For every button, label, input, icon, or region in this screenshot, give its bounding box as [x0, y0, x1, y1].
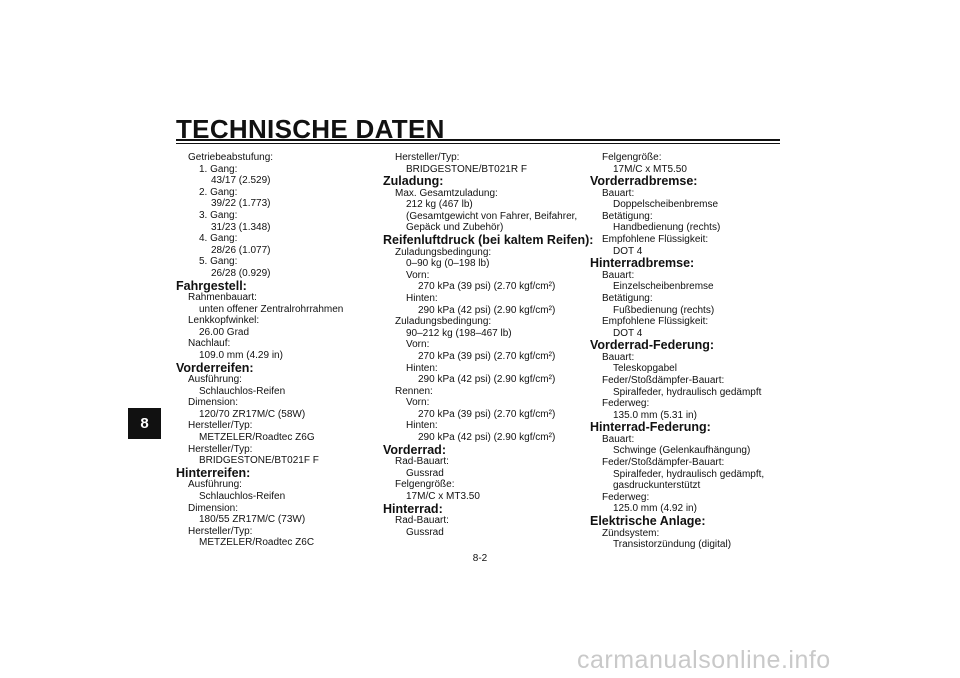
spec-value: Einzelscheibenbremse: [613, 281, 714, 293]
spec-label: Betätigung:: [602, 210, 653, 222]
spec-label: Max. Gesamtzuladung:: [395, 187, 498, 199]
spec-value: 2. Gang:: [199, 186, 238, 198]
spec-value: Gussrad: [406, 526, 444, 538]
spec-value: 17M/C x MT5.50: [613, 163, 687, 175]
spec-value: Hinten:: [406, 362, 438, 374]
spec-label: Rahmenbauart:: [188, 292, 257, 304]
section-heading: Vorderradbremse:: [590, 174, 698, 189]
spec-value: 4. Gang:: [199, 233, 238, 245]
spec-value: Schlauchlos-Reifen: [199, 385, 286, 397]
chapter-number: 8: [140, 415, 149, 432]
section-heading: Hinterreifen:: [176, 465, 251, 480]
spec-column-1: [176, 152, 376, 549]
spec-value: BRIDGESTONE/BT021R F: [406, 163, 527, 175]
spec-value: (Gesamtgewicht von Fahrer, Beifahrer,: [406, 210, 578, 222]
spec-value: 270 kPa (39 psi) (2.70 kgf/cm²): [418, 350, 556, 362]
spec-value: DOT 4: [613, 245, 643, 257]
section-heading: Hinterradbremse:: [590, 256, 695, 271]
spec-value: 109.0 mm (4.29 in): [199, 350, 283, 361]
page-number: 8-2: [472, 553, 488, 564]
spec-label: Feder/Stoßdämpfer-Bauart:: [602, 457, 725, 469]
spec-label: Federweg:: [602, 491, 650, 503]
spec-value: Hinten:: [406, 420, 438, 432]
spec-label: Rad-Bauart:: [395, 456, 449, 468]
spec-value: Vorn:: [406, 397, 430, 409]
spec-value: Vorn:: [406, 269, 430, 281]
spec-value: 180/55 ZR17M/C (73W): [199, 514, 306, 526]
spec-value: 17M/C x MT3.50: [406, 490, 480, 502]
spec-column-3: [590, 152, 790, 551]
section-heading: Elektrische Anlage:: [590, 514, 706, 529]
section-heading: Vorderrad:: [383, 442, 446, 457]
spec-value: 28/26 (1.077): [211, 244, 271, 256]
spec-label: Hersteller/Typ:: [188, 443, 253, 455]
spec-value: Vorn:: [406, 339, 430, 351]
spec-value: 90–212 kg (198–467 lb): [406, 327, 512, 339]
section-heading: Hinterrad:: [383, 501, 443, 516]
spec-value: BRIDGESTONE/BT021F F: [199, 455, 319, 467]
spec-value: 1. Gang:: [199, 163, 238, 175]
spec-value: Doppelscheibenbremse: [613, 199, 719, 211]
spec-value: Schwinge (Gelenkaufhängung): [613, 445, 751, 457]
spec-label: Bauart:: [602, 433, 635, 445]
spec-label: Rennen:: [395, 385, 433, 397]
spec-label: Empfohlene Flüssigkeit:: [602, 316, 709, 328]
spec-label: Feder/Stoßdämpfer-Bauart:: [602, 375, 725, 386]
spec-value: 43/17 (2.529): [211, 175, 271, 187]
spec-value: 26/28 (0.929): [211, 267, 271, 279]
spec-label: Hersteller/Typ:: [188, 525, 253, 537]
spec-value: Transistorzündung (digital): [613, 539, 732, 551]
spec-label: Bauart:: [602, 269, 635, 281]
spec-value: 270 kPa (39 psi) (2.70 kgf/cm²): [418, 281, 556, 293]
spec-value: 120/70 ZR17M/C (58W): [199, 408, 306, 420]
spec-value: 5. Gang:: [199, 256, 238, 268]
spec-label: Empfohlene Flüssigkeit:: [602, 234, 709, 246]
spec-value: 26.00 Grad: [199, 326, 250, 338]
section-heading: Vorderrad-Federung:: [590, 338, 715, 353]
spec-value: Handbedienung (rechts): [613, 222, 721, 234]
spec-value: 125.0 mm (4.92 in): [613, 503, 697, 515]
spec-value: 0–90 kg (0–198 lb): [406, 258, 490, 270]
page-title: TECHNISCHE DATEN: [176, 114, 445, 144]
spec-value: Spiralfeder, hydraulisch gedämpft,: [613, 468, 765, 480]
spec-value: 290 kPa (42 psi) (2.90 kgf/cm²): [418, 374, 556, 386]
spec-value: METZELER/Roadtec Z6C: [199, 537, 315, 549]
spec-value: Gepäck und Zubehör): [406, 222, 504, 234]
spec-label: Zuladungsbedingung:: [395, 316, 492, 328]
spec-label: Dimension:: [188, 397, 239, 409]
spec-value: Gussrad: [406, 467, 444, 479]
section-heading: Fahrgestell:: [176, 278, 247, 293]
spec-label: Betätigung:: [602, 292, 653, 304]
title-rule: [176, 139, 780, 144]
spec-column-2: [383, 152, 594, 538]
spec-label: Hersteller/Typ:: [188, 420, 253, 432]
spec-label: Zuladungsbedingung:: [395, 246, 492, 258]
section-heading: Hinterrad-Federung:: [590, 420, 711, 435]
spec-value: Fußbedienung (rechts): [613, 304, 715, 316]
section-heading: Reifenluftdruck (bei kaltem Reifen):: [383, 233, 594, 248]
spec-label: Nachlauf:: [188, 338, 231, 350]
spec-value: 31/23 (1.348): [211, 221, 271, 233]
spec-label: Ausführung:: [188, 374, 242, 386]
spec-label: Getriebeabstufung:: [188, 152, 274, 163]
spec-value: Teleskopgabel: [613, 363, 677, 375]
spec-label: Felgengröße:: [602, 152, 662, 163]
spec-value: 212 kg (467 lb): [406, 199, 473, 211]
spec-label: Federweg:: [602, 398, 650, 410]
spec-value: 39/22 (1.773): [211, 198, 271, 210]
spec-value: METZELER/Roadtec Z6G: [199, 432, 315, 444]
spec-value: Hinten:: [406, 292, 438, 304]
spec-label: Rad-Bauart:: [395, 515, 449, 527]
spec-value: 290 kPa (42 psi) (2.90 kgf/cm²): [418, 432, 556, 444]
spec-label: Zündsystem:: [602, 527, 660, 539]
section-heading: Vorderreifen:: [176, 360, 254, 375]
spec-label: Bauart:: [602, 351, 635, 363]
watermark: carmanualsonline.info: [577, 646, 831, 674]
spec-value: unten offener Zentralrohrrahmen: [199, 303, 344, 315]
spec-label: Dimension:: [188, 502, 239, 514]
spec-value: 270 kPa (39 psi) (2.70 kgf/cm²): [418, 408, 556, 420]
spec-value: Spiralfeder, hydraulisch gedämpft: [613, 386, 762, 398]
spec-value: 135.0 mm (5.31 in): [613, 409, 697, 421]
spec-value: Schlauchlos-Reifen: [199, 490, 286, 502]
chapter-tab: [128, 408, 161, 439]
spec-label: Lenkkopfwinkel:: [188, 315, 260, 327]
spec-value: 3. Gang:: [199, 209, 238, 221]
spec-label: Felgengröße:: [395, 479, 455, 491]
spec-label: Ausführung:: [188, 479, 242, 491]
section-heading: Zuladung:: [383, 174, 444, 189]
spec-value: gasdruckunterstützt: [613, 480, 701, 492]
spec-value: DOT 4: [613, 327, 643, 339]
spec-label: Hersteller/Typ:: [395, 152, 460, 163]
spec-label: Bauart:: [602, 187, 635, 199]
spec-value: 290 kPa (42 psi) (2.90 kgf/cm²): [418, 304, 556, 316]
